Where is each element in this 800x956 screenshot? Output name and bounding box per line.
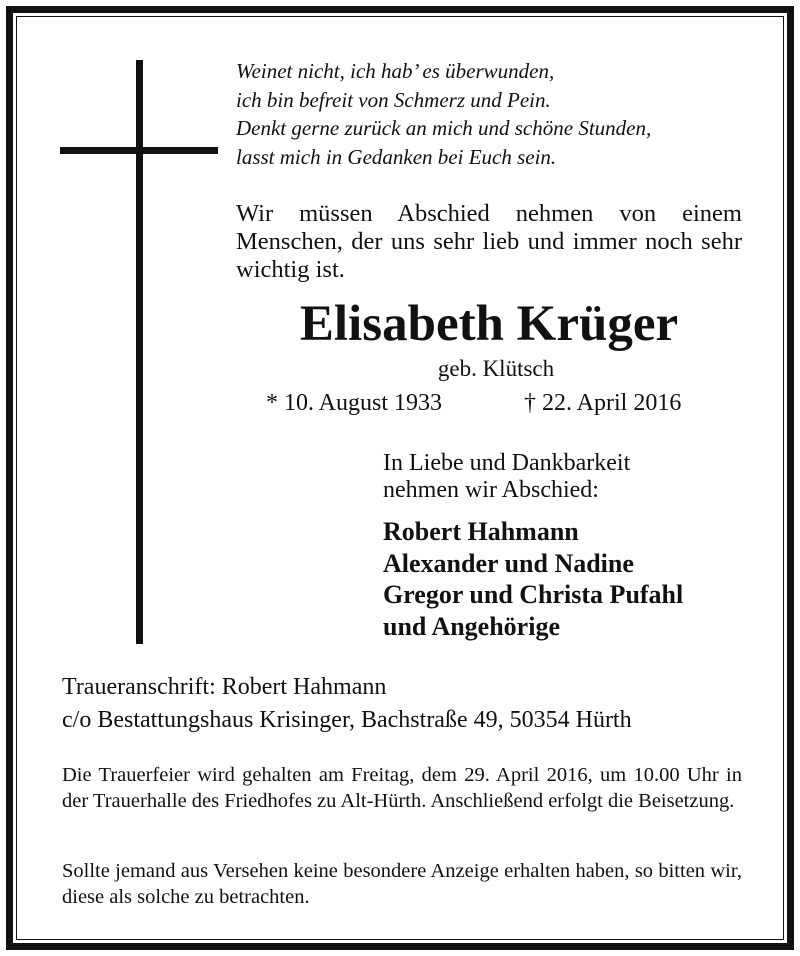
poem-line: ich bin befreit von Schmerz und Pein. [236,87,551,112]
mourner-name: Gregor und Christa Pufahl [383,580,684,609]
intro-text: Wir müssen Abschied nehmen von einem Menschen, der uns sehr lieb und immer noch sehr wichtig ist. [236,200,742,283]
birth-name: geb. Klütsch [437,356,555,381]
poem-line: Weinet nicht, ich hab’ es überwunden, [236,59,555,83]
mourner-name: Alexander und Nadine [383,548,634,578]
mourner-name: Robert Hahmann [383,517,579,546]
cross-icon-crossbar [60,147,218,154]
address-line: c/o Bestattungshaus Krisinger, Bachstraße 49, 50354 Hürth [62,707,632,733]
farewell-line: nehmen wir Abschied: [383,477,599,503]
poem-line: lasst mich in Gedanken bei Euch sein. [236,144,557,169]
apology-notice: Sollte jemand aus Versehen keine besondere Anzeige erhalten haben, so bitten wir, diese als solche zu betrachten. [62,860,742,908]
mourners-list [383,516,763,642]
service-notice: Die Trauerfeier wird gehalten am Freitag, dem 29. April 2016, um 10.00 Uhr in der Trauerhalle des Friedhofes zu Alt-Hürth. Anschließend erfolgt die Beisetzung. [62,764,742,812]
mourner-name: und Angehörige [383,611,560,641]
birth-date: * 10. August 1933 [266,390,443,416]
death-date: † 22. April 2016 [524,390,682,416]
memorial-poem [236,57,756,171]
address-line: Traueranschrift: Robert Hahmann [62,674,387,700]
deceased-name: Elisabeth Krüger [299,296,679,352]
farewell-text [383,450,763,504]
poem-line: Denkt gerne zurück an mich und schöne Stunden, [236,116,652,140]
mourning-address [62,671,752,737]
farewell-line: In Liebe und Dankbarkeit [383,450,631,476]
